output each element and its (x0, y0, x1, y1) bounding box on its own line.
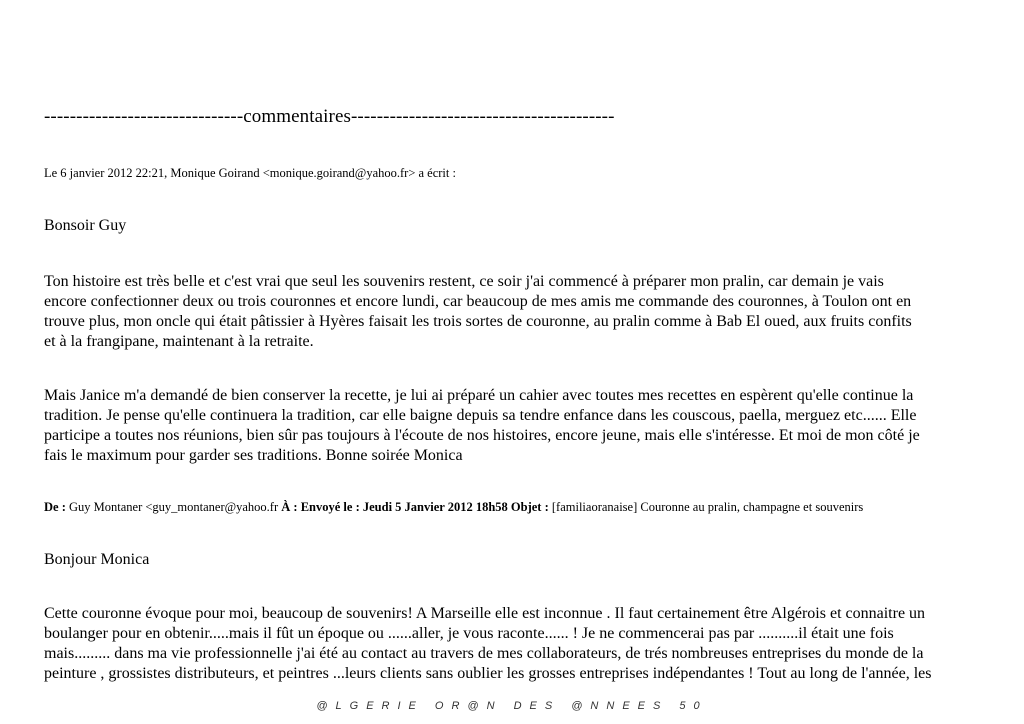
paragraph-line: peinture , grossistes distributeurs, et peintres ...leurs clients sans oublier les grosses entreprises indépendantes ! Tout au long de l'année, les (44, 665, 932, 682)
subject-label: Objet : (510, 500, 549, 514)
paragraph-line: Cette couronne évoque pour moi, beaucoup de souvenirs! A Marseille elle est inconnue . Il faut certainement être Algérois et connaitre un (44, 605, 926, 622)
paragraph-2 (44, 386, 984, 466)
from-value: Guy Montaner <guy_montaner@yahoo.fr (69, 500, 279, 514)
paragraph-3 (44, 604, 984, 684)
paragraph-line: participe a toutes nos réunions, bien sûr pas toujours à l'écoute de nos histoires, encore jeune, mais elle s'intéresse. Et moi de mon côté je (44, 427, 920, 444)
greeting-2: Bonjour Monica (44, 551, 150, 568)
paragraph-line: Mais Janice m'a demandé de bien conserver la recette, je lui ai préparé un cahier avec toutes mes recettes en espèrent qu'elle continue la (44, 387, 914, 404)
greeting-1: Bonsoir Guy (44, 217, 127, 234)
sent-value: Jeudi 5 Janvier 2012 18h58 (362, 500, 508, 514)
page-footer: @LGERIE OR@N DES @NNEES 50 (316, 700, 708, 712)
subject-value: [familiaoranaise] Couronne au pralin, champagne et souvenirs (551, 500, 864, 514)
section-heading: -------------------------------commentaires----------------------------------------- (44, 106, 615, 127)
sent-label: Envoyé le : (300, 500, 360, 514)
paragraph-line: trouve plus, mon oncle qui était pâtissier à Hyères faisait les trois sortes de couronne, au pralin comme à Bab El oued, aux fruits confits (44, 313, 912, 330)
paragraph-line: Ton histoire est très belle et c'est vrai que seul les souvenirs restent, ce soir j'ai commencé à préparer mon pralin, car demain je vais (44, 273, 884, 290)
paragraph-1 (44, 272, 984, 352)
paragraph-line: boulanger pour en obtenir.....mais il fût un époque ou ......aller, je vous raconte...... ! Je ne commencerai pas par ..........il était une fois (44, 625, 894, 642)
reply-header: Le 6 janvier 2012 22:21, Monique Goirand <monique.goirand@yahoo.fr> a écrit : (44, 166, 456, 180)
from-label: De : (44, 500, 66, 514)
paragraph-line: encore confectionner deux ou trois couronnes et encore lundi, car beaucoup de mes amis me commande des couronnes, à Toulon ont en (44, 293, 912, 310)
email-header (44, 500, 863, 515)
paragraph-line: fais le maximum pour garder ses traditions. Bonne soirée Monica (44, 447, 463, 464)
paragraph-line: et à la frangipane, maintenant à la retraite. (44, 333, 314, 350)
paragraph-line: tradition. Je pense qu'elle continuera la tradition, car elle baigne depuis sa tendre enfance dans les couscous, paella, merguez etc...... Elle (44, 407, 917, 424)
paragraph-line: mais......... dans ma vie professionnelle j'ai été au contact au travers de mes collaborateurs, de trés nombreuses entreprises du monde de la (44, 645, 924, 662)
to-label: À : (281, 500, 298, 514)
